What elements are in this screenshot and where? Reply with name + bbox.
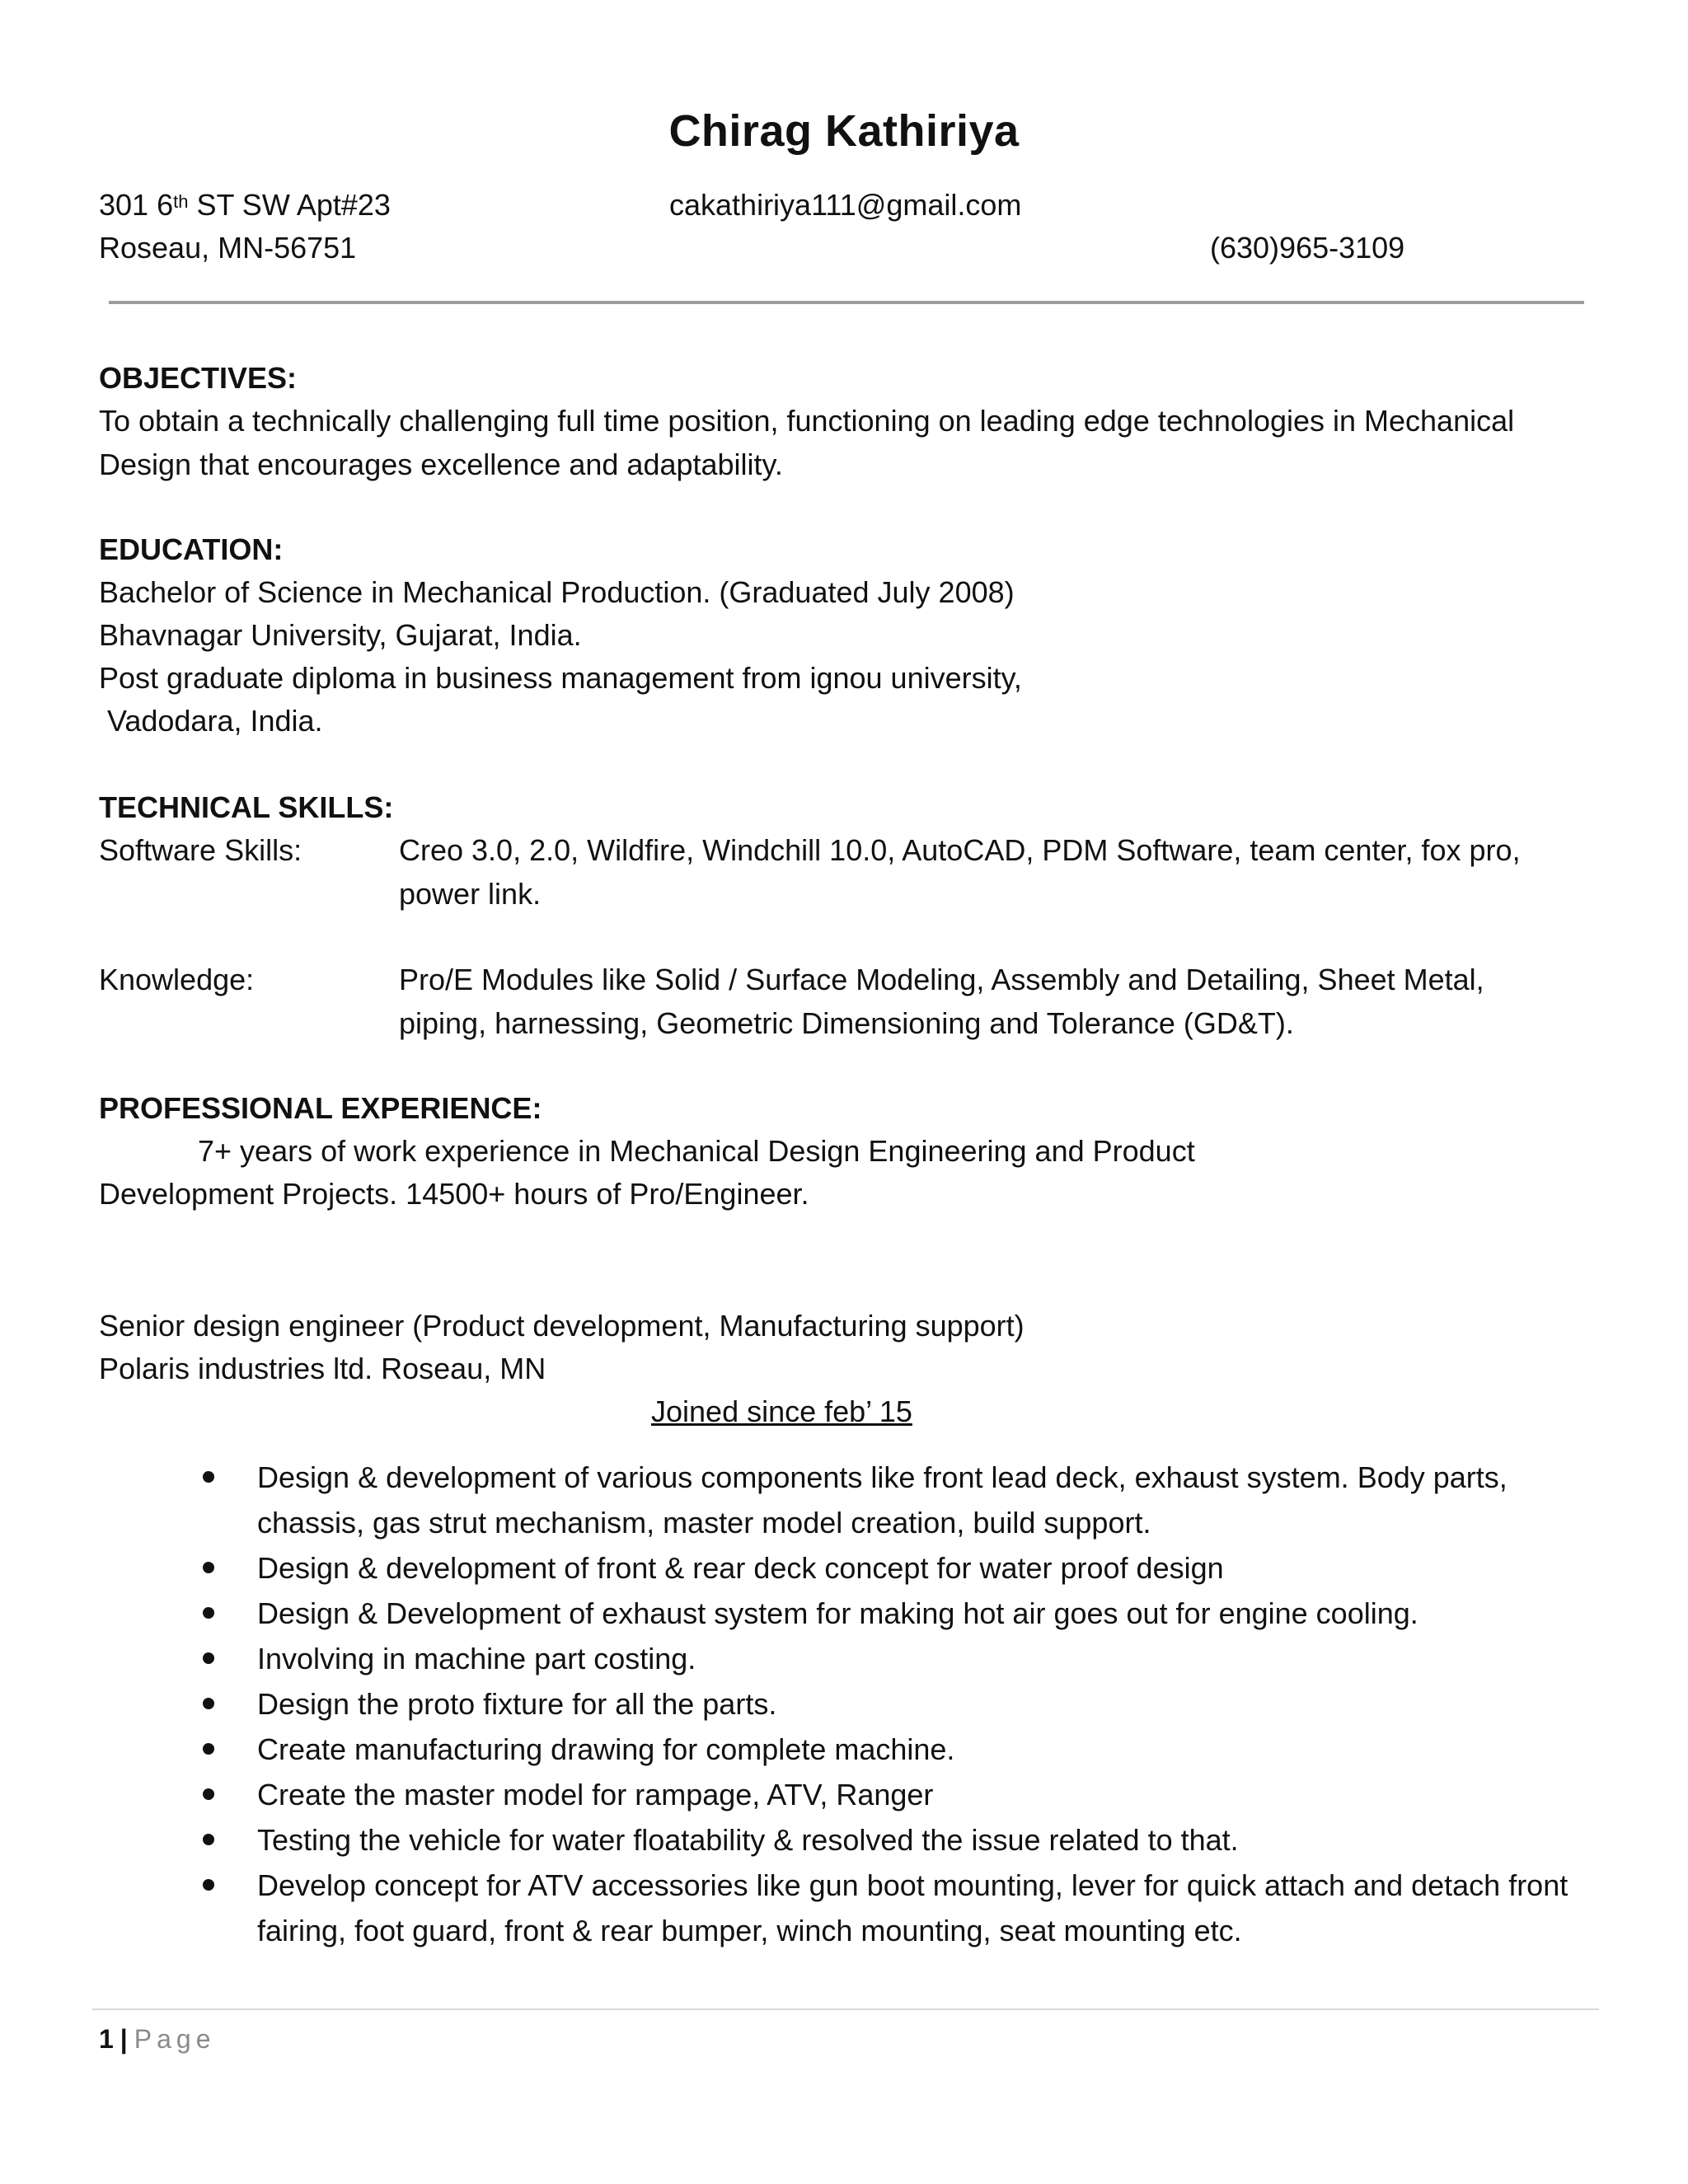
software-skills-value: Creo 3.0, 2.0, Wildfire, Windchill 10.0, AutoCAD, PDM Software, team center, fox pro, power link.: [399, 833, 1521, 911]
bullet-icon: [203, 1788, 214, 1800]
experience-summary-line-2: Development Projects. 14500+ hours of Pro/Engineer.: [99, 1177, 809, 1211]
address-line-1-post: ST SW Apt#23: [188, 188, 391, 222]
experience-summary-line-1: 7+ years of work experience in Mechanical Design Engineering and Product: [198, 1134, 1195, 1168]
education-line: Vadodara, India.: [99, 704, 323, 738]
list-item-text: Involving in machine part costing.: [257, 1642, 696, 1675]
list-item-text: Create manufacturing drawing for complete machine.: [257, 1732, 955, 1766]
bullet-icon: [203, 1652, 214, 1664]
candidate-name: Chirag Kathiriya: [668, 106, 1020, 156]
footer-divider: [92, 2008, 1599, 2010]
phone-number: (630)965-3109: [1210, 231, 1405, 265]
list-item-text: Design & development of various components like front lead deck, exhaust system. Body parts, chassis, gas strut mechanism, master model creation, build support.: [257, 1460, 1507, 1540]
list-item-text: Design & development of front & rear deck concept for water proof design: [257, 1551, 1224, 1585]
list-item: [198, 1636, 1582, 1681]
bullet-icon: [203, 1607, 214, 1619]
page-number: 1: [99, 2024, 114, 2054]
bullet-icon: [203, 1471, 214, 1483]
knowledge-label: Knowledge:: [99, 963, 255, 996]
objectives-text: To obtain a technically challenging full time position, functioning on leading edge technologies in Mechanical Design that encourages excellence and adaptability.: [99, 404, 1515, 481]
software-skills-label: Software Skills:: [99, 833, 302, 867]
list-item: [198, 1863, 1582, 1953]
joined-date: Joined since feb’ 15: [651, 1394, 912, 1428]
list-item: [198, 1591, 1582, 1636]
list-item: [198, 1545, 1582, 1591]
address-line-1: [99, 183, 391, 227]
bullet-icon: [203, 1879, 214, 1891]
page-separator: |: [120, 2024, 128, 2054]
list-item: [198, 1455, 1582, 1545]
list-item-text: Create the master model for rampage, ATV, Ranger: [257, 1778, 934, 1811]
bullet-icon: [203, 1743, 214, 1755]
objectives-heading: OBJECTIVES:: [99, 361, 298, 395]
technical-skills-heading: TECHNICAL SKILLS:: [99, 790, 394, 824]
address-line-1-sup: th: [173, 191, 189, 212]
professional-experience-heading: PROFESSIONAL EXPERIENCE:: [99, 1091, 542, 1125]
bullet-icon: [203, 1562, 214, 1573]
list-item-text: Testing the vehicle for water floatability & resolved the issue related to that.: [257, 1823, 1239, 1857]
list-item-text: Design the proto fixture for all the parts.: [257, 1687, 777, 1721]
list-item: [198, 1772, 1582, 1817]
bullet-icon: [203, 1834, 214, 1845]
list-item: [198, 1727, 1582, 1772]
list-item: [198, 1681, 1582, 1727]
list-item-text: Develop concept for ATV accessories like gun boot mounting, lever for quick attach and detach front fairing, foot guard, front & rear bumper, winch mounting, seat mounting etc.: [257, 1868, 1568, 1947]
list-item-text: Design & Development of exhaust system for making hot air goes out for engine cooling.: [257, 1596, 1418, 1630]
address-line-1-pre: 301 6: [99, 188, 174, 222]
address-line-2: Roseau, MN-56751: [99, 231, 357, 265]
responsibilities-list: [198, 1455, 1582, 1953]
company-name: Polaris industries ltd. Roseau, MN: [99, 1352, 546, 1385]
education-line: Bachelor of Science in Mechanical Production. (Graduated July 2008): [99, 575, 1015, 609]
education-heading: EDUCATION:: [99, 532, 284, 566]
education-line: Post graduate diploma in business management from ignou university,: [99, 661, 1022, 695]
email-address[interactable]: cakathiriya111@gmail.com: [669, 188, 1022, 222]
knowledge-value: Pro/E Modules like Solid / Surface Modeling, Assembly and Detailing, Sheet Metal, piping, harnessing, Geometric Dimensioning and Tolerance (GD&T).: [399, 963, 1484, 1040]
education-line: Bhavnagar University, Gujarat, India.: [99, 618, 582, 652]
bullet-icon: [203, 1698, 214, 1709]
page-footer: [99, 2021, 215, 2057]
header-divider: [109, 301, 1584, 304]
page-label: Page: [134, 2024, 216, 2054]
job-title: Senior design engineer (Product development, Manufacturing support): [99, 1309, 1025, 1343]
list-item: [198, 1817, 1582, 1863]
